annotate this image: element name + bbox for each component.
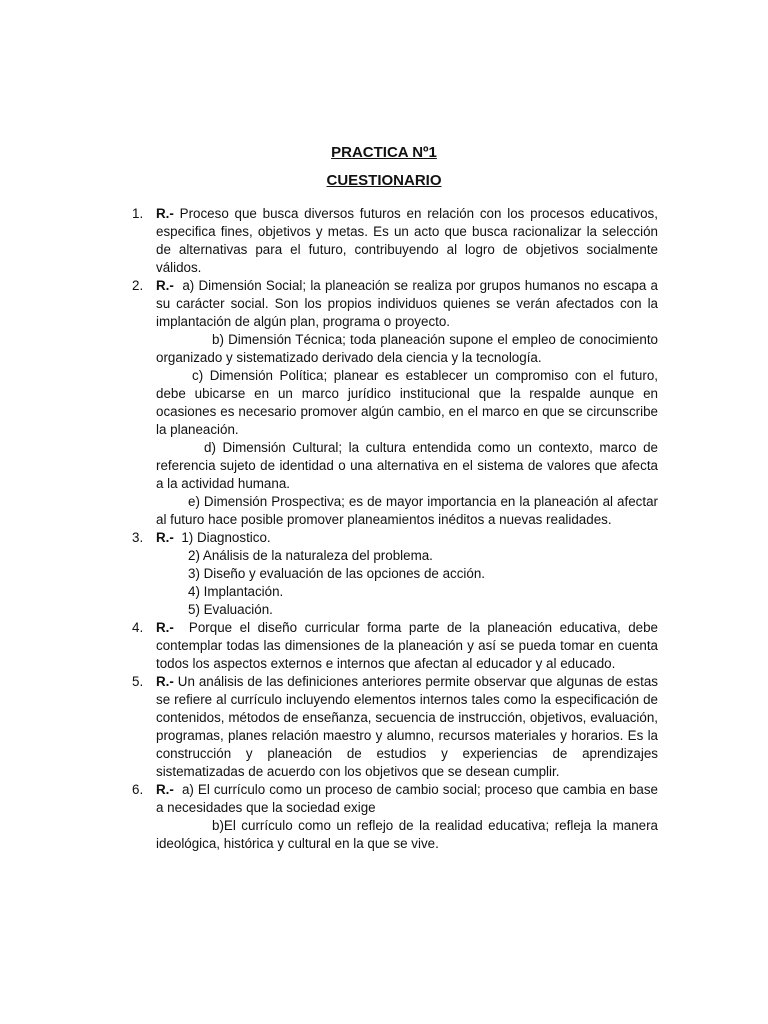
answer-prefix: R.- xyxy=(156,278,174,293)
answer-prefix: R.- xyxy=(156,530,174,545)
list-item-4 xyxy=(124,619,658,673)
item-number: 3. xyxy=(132,530,144,545)
item-number: 4. xyxy=(132,620,144,635)
page-title: PRACTICA Nº1 xyxy=(331,144,437,161)
answer-prefix: R.- xyxy=(156,206,174,221)
dimension-politica: c) Dimensión Política; planear es establecer un compromiso con el futuro, debe ubicarse en un marco jurídico institucional que la respalde aunque en ocasiones es necesario promover algún cambio, en el marco en que se circunscribe la planeación. xyxy=(156,368,658,437)
dimension-cultural: d) Dimensión Cultural; la cultura entendida como un contexto, marco de referencia sujeto de identidad o una alternativa en el sistema de valores que afecta a la actividad humana. xyxy=(156,440,658,491)
answer-text: R.- 1) Diagnostico. xyxy=(156,530,271,545)
answer-text: R.- a) Dimensión Social; la planeación se realiza por grupos humanos no escapa a su carácter social. Son los propios individuos quienes se verán afectados con la implantación de algún plan, programa o proyecto. xyxy=(156,278,658,329)
dimension-tecnica: b) Dimensión Técnica; toda planeación supone el empleo de conocimiento organizado y sistematizado derivado dela ciencia y la tecnología. xyxy=(156,332,658,365)
item-number: 1. xyxy=(132,206,144,221)
item-number: 6. xyxy=(132,782,144,797)
list-item-3 xyxy=(124,529,658,619)
step-4: 4) Implantación. xyxy=(188,584,284,599)
answer-text: R.- a) El currículo como un proceso de cambio social; proceso que cambia en base a necesidades que la sociedad exige xyxy=(156,782,658,815)
item-number: 5. xyxy=(132,674,144,689)
answer-text: R.- Porque el diseño curricular forma parte de la planeación educativa, debe contemplar todas las dimensiones de la planeación y así se pueda tomar en cuenta todos los aspectos externos e internos que afectan al educador y al educado. xyxy=(156,620,658,671)
answer-prefix: R.- xyxy=(156,782,174,797)
list-item-6 xyxy=(124,781,658,853)
step-2: 2) Análisis de la naturaleza del problema. xyxy=(188,548,433,563)
question-list xyxy=(124,205,658,853)
item-number: 2. xyxy=(132,278,144,293)
answer-prefix: R.- xyxy=(156,620,174,635)
answer-text: R.- Proceso que busca diversos futuros en relación con los procesos educativos, especifica fines, objetivos y metas. Es un acto que busca racionalizar la selección de alternativas para el futuro, contribuyendo al logro de objetivos socialmente válidos. xyxy=(156,206,658,275)
list-item-5 xyxy=(124,673,658,781)
page-subtitle: CUESTIONARIO xyxy=(326,172,442,189)
step-3: 3) Diseño y evaluación de las opciones de acción. xyxy=(188,566,486,581)
step-5: 5) Evaluación. xyxy=(188,602,273,617)
curriculo-reflejo: b)El currículo como un reflejo de la realidad educativa; refleja la manera ideológica, histórica y cultural en la que se vive. xyxy=(156,818,658,851)
answer-text: R.- Un análisis de las definiciones anteriores permite observar que algunas de estas se refiere al currículo incluyendo elementos internos tales como la especificación de contenidos, métodos de enseñanza, secuencia de instrucción, objetivos, evaluación, programas, planes relación maestro y alumno, recursos materiales y horarios. Es la construcción y planeación de estudios y experiencias de aprendizajes sistematizadas de acuerdo con los objetivos que se desean cumplir. xyxy=(156,674,658,779)
answer-prefix: R.- xyxy=(156,674,174,689)
list-item-2 xyxy=(124,277,658,529)
list-item-1 xyxy=(124,205,658,277)
dimension-prospectiva: e) Dimensión Prospectiva; es de mayor importancia en la planeación al afectar al futuro hace posible promover planeamientos inéditos a nuevas realidades. xyxy=(156,494,658,527)
